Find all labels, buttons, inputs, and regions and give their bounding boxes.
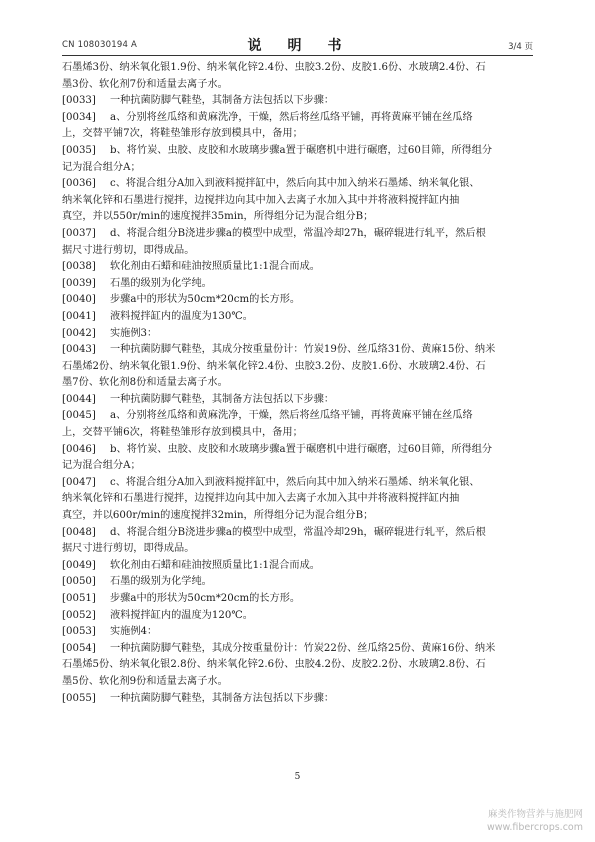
text-line: [62, 392, 533, 409]
paragraph-text: 石墨的级别为化学纯。: [110, 277, 212, 289]
paragraph-text: 实施例3：: [110, 327, 158, 339]
paragraph-text: 真空，并以550r/min的速度搅拌35min，所得组分记为混合组分B；: [62, 211, 374, 223]
text-line: [62, 60, 533, 77]
paragraph-text: 据尺寸进行剪切，即得成品。: [62, 244, 195, 256]
paragraph-text: 石墨烯3份、纳米氧化银1.9份、纳米氧化锌2.4份、虫胶3.2份、皮胶1.6份、水玻璃2.4份、石: [62, 62, 486, 73]
text-line: [62, 525, 533, 542]
paragraph-text: 步骤a中的形状为50cm*20cm的长方形。: [110, 593, 301, 604]
paragraph-number: [0043]: [62, 344, 96, 356]
text-line: [62, 475, 533, 492]
page-number: 5: [294, 772, 301, 782]
paragraph-text: 步骤a中的形状为50cm*20cm的长方形。: [110, 294, 301, 306]
text-line: [62, 425, 533, 442]
paragraph-number: [0038]: [62, 261, 96, 273]
watermark: [487, 808, 583, 834]
paragraph-number: [0051]: [62, 593, 96, 604]
text-line: [62, 691, 533, 708]
publication-number: CN 108030194 A: [62, 40, 137, 50]
paragraph-text: b、将竹炭、虫胶、皮胶和水玻璃步骤a置于碾磨机中进行碾磨，过60目筛，所得组分: [110, 144, 493, 156]
text-line: [62, 641, 533, 658]
page-info: 3/4 页: [508, 42, 533, 52]
text-line: [62, 558, 533, 575]
paragraph-text: d、将混合组分B浇进步骤a的模型中成型，常温冷却27h，碾碎辊进行轧平，然后根: [110, 227, 486, 239]
page-header: [62, 33, 533, 56]
text-line: [62, 491, 533, 508]
paragraph-text: 一种抗菌防脚气鞋垫，其制备方法包括以下步骤：: [110, 95, 335, 107]
text-line: [62, 292, 533, 309]
text-line: [62, 209, 533, 226]
text-line: [62, 375, 533, 392]
paragraph-text: 一种抗菌防脚气鞋垫，其制备方法包括以下步骤：: [110, 692, 335, 704]
paragraph-number: [0050]: [62, 576, 96, 588]
paragraph-text: 石墨烯2份、纳米氧化银1.9份、纳米氧化锌2.4份、虫胶3.2份、皮胶1.6份、水玻璃2.4份、石: [62, 360, 486, 372]
text-line: [62, 126, 533, 143]
text-line: [62, 77, 533, 94]
text-line: [62, 541, 533, 558]
watermark-line-2: www.fibercrops.com: [486, 822, 583, 833]
paragraph-number: [0036]: [62, 178, 96, 190]
text-line: [62, 176, 533, 193]
text-line: [62, 276, 533, 293]
paragraph-number: [0055]: [62, 692, 96, 704]
text-line: [62, 93, 533, 110]
text-line: [62, 674, 533, 691]
document-title: 说 明 书: [247, 38, 348, 54]
document-body: [62, 60, 533, 707]
paragraph-number: [0045]: [62, 410, 96, 422]
paragraph-text: 记为混合组分A；: [62, 161, 141, 173]
text-line: [62, 342, 533, 359]
paragraph-text: 软化剂由石蜡和硅油按照质量比1:1混合而成。: [110, 559, 320, 571]
paragraph-number: [0033]: [62, 95, 96, 107]
paragraph-text: 据尺寸进行剪切，即得成品。: [62, 543, 195, 555]
paragraph-text: 纳米氧化锌和石墨进行搅拌，边搅拌边向其中加入去离子水加入其中并将液料搅拌缸内抽: [62, 194, 460, 206]
paragraph-text: c、将混合组分A加入到液料搅拌缸中，然后向其中加入纳米石墨烯、纳米氧化银、: [110, 476, 480, 488]
text-line: [62, 259, 533, 276]
watermark-line-1: 麻类作物营养与施肥网: [487, 809, 583, 820]
paragraph-number: [0040]: [62, 294, 96, 306]
text-line: [62, 359, 533, 376]
paragraph-text: 墨5份、软化剂9份和适量去离子水。: [62, 675, 228, 687]
paragraph-number: [0052]: [62, 609, 96, 621]
text-line: [62, 442, 533, 459]
paragraph-text: 一种抗菌防脚气鞋垫，其制备方法包括以下步骤：: [110, 393, 335, 405]
paragraph-text: 液料搅拌缸内的温度为120℃。: [110, 609, 253, 621]
text-line: [62, 591, 533, 608]
paragraph-number: [0035]: [62, 144, 96, 156]
paragraph-text: a、分别将丝瓜络和黄麻洗净，干燥，然后将丝瓜络平铺，再将黄麻平铺在丝瓜络: [110, 111, 473, 123]
text-line: [62, 226, 533, 243]
paragraph-number: [0048]: [62, 526, 96, 538]
paragraph-number: [0039]: [62, 277, 96, 289]
paragraph-text: 上，交替平铺6次，将鞋垫雏形存放到模具中，备用；: [62, 427, 303, 439]
text-line: [62, 608, 533, 625]
paragraph-number: [0037]: [62, 227, 96, 239]
paragraph-text: 软化剂由石蜡和硅油按照质量比1:1混合而成。: [110, 261, 320, 273]
text-line: [62, 193, 533, 210]
paragraph-number: [0041]: [62, 310, 96, 322]
paragraph-text: 墨3份、软化剂7份和适量去离子水。: [62, 78, 228, 90]
paragraph-text: b、将竹炭、虫胶、皮胶和水玻璃步骤a置于碾磨机中进行碾磨，过60目筛，所得组分: [110, 443, 493, 455]
paragraph-number: [0042]: [62, 327, 96, 339]
text-line: [62, 326, 533, 343]
paragraph-text: d、将混合组分B浇进步骤a的模型中成型，常温冷却29h，碾碎辊进行轧平，然后根: [110, 526, 486, 538]
text-line: [62, 574, 533, 591]
paragraph-text: 记为混合组分A；: [62, 460, 141, 472]
paragraph-text: 石墨烯5份、纳米氧化银2.8份、纳米氧化锌2.6份、虫胶4.2份、皮胶2.2份、水玻璃2.8份、石: [62, 659, 486, 671]
paragraph-text: 一种抗菌防脚气鞋垫，其成分按重量份计：竹炭22份、丝瓜络25份、黄麻16份、纳米: [110, 642, 496, 654]
paragraph-text: 液料搅拌缸内的温度为130℃。: [110, 310, 253, 322]
paragraph-text: 石墨的级别为化学纯。: [110, 576, 212, 588]
text-line: [62, 408, 533, 425]
text-line: [62, 309, 533, 326]
text-line: [62, 657, 533, 674]
text-line: [62, 458, 533, 475]
paragraph-number: [0046]: [62, 443, 96, 455]
paragraph-text: 墨7份、软化剂8份和适量去离子水。: [62, 377, 228, 389]
paragraph-text: 上，交替平铺7次，将鞋垫雏形存放到模具中，备用；: [62, 128, 303, 140]
text-line: [62, 160, 533, 177]
paragraph-number: [0044]: [62, 393, 96, 405]
paragraph-text: 真空，并以600r/min的速度搅拌32min，所得组分记为混合组分B；: [62, 510, 374, 522]
paragraph-text: a、分别将丝瓜络和黄麻洗净，干燥，然后将丝瓜络平铺，再将黄麻平铺在丝瓜络: [110, 410, 473, 422]
text-line: [62, 143, 533, 160]
text-line: [62, 624, 533, 641]
text-line: [62, 110, 533, 127]
paragraph-text: c、将混合组分A加入到液料搅拌缸中，然后向其中加入纳米石墨烯、纳米氧化银、: [110, 178, 480, 190]
paragraph-text: 纳米氧化锌和石墨进行搅拌，边搅拌边向其中加入去离子水加入其中并将液料搅拌缸内抽: [62, 493, 460, 505]
text-line: [62, 243, 533, 260]
paragraph-number: [0047]: [62, 476, 96, 488]
paragraph-number: [0049]: [62, 559, 96, 571]
paragraph-text: 实施例4：: [110, 626, 158, 638]
text-line: [62, 508, 533, 525]
paragraph-number: [0054]: [62, 642, 96, 654]
paragraph-text: 一种抗菌防脚气鞋垫，其成分按重量份计：竹炭19份、丝瓜络31份、黄麻15份、纳米: [110, 344, 496, 356]
paragraph-number: [0034]: [62, 111, 96, 123]
paragraph-number: [0053]: [62, 626, 96, 638]
